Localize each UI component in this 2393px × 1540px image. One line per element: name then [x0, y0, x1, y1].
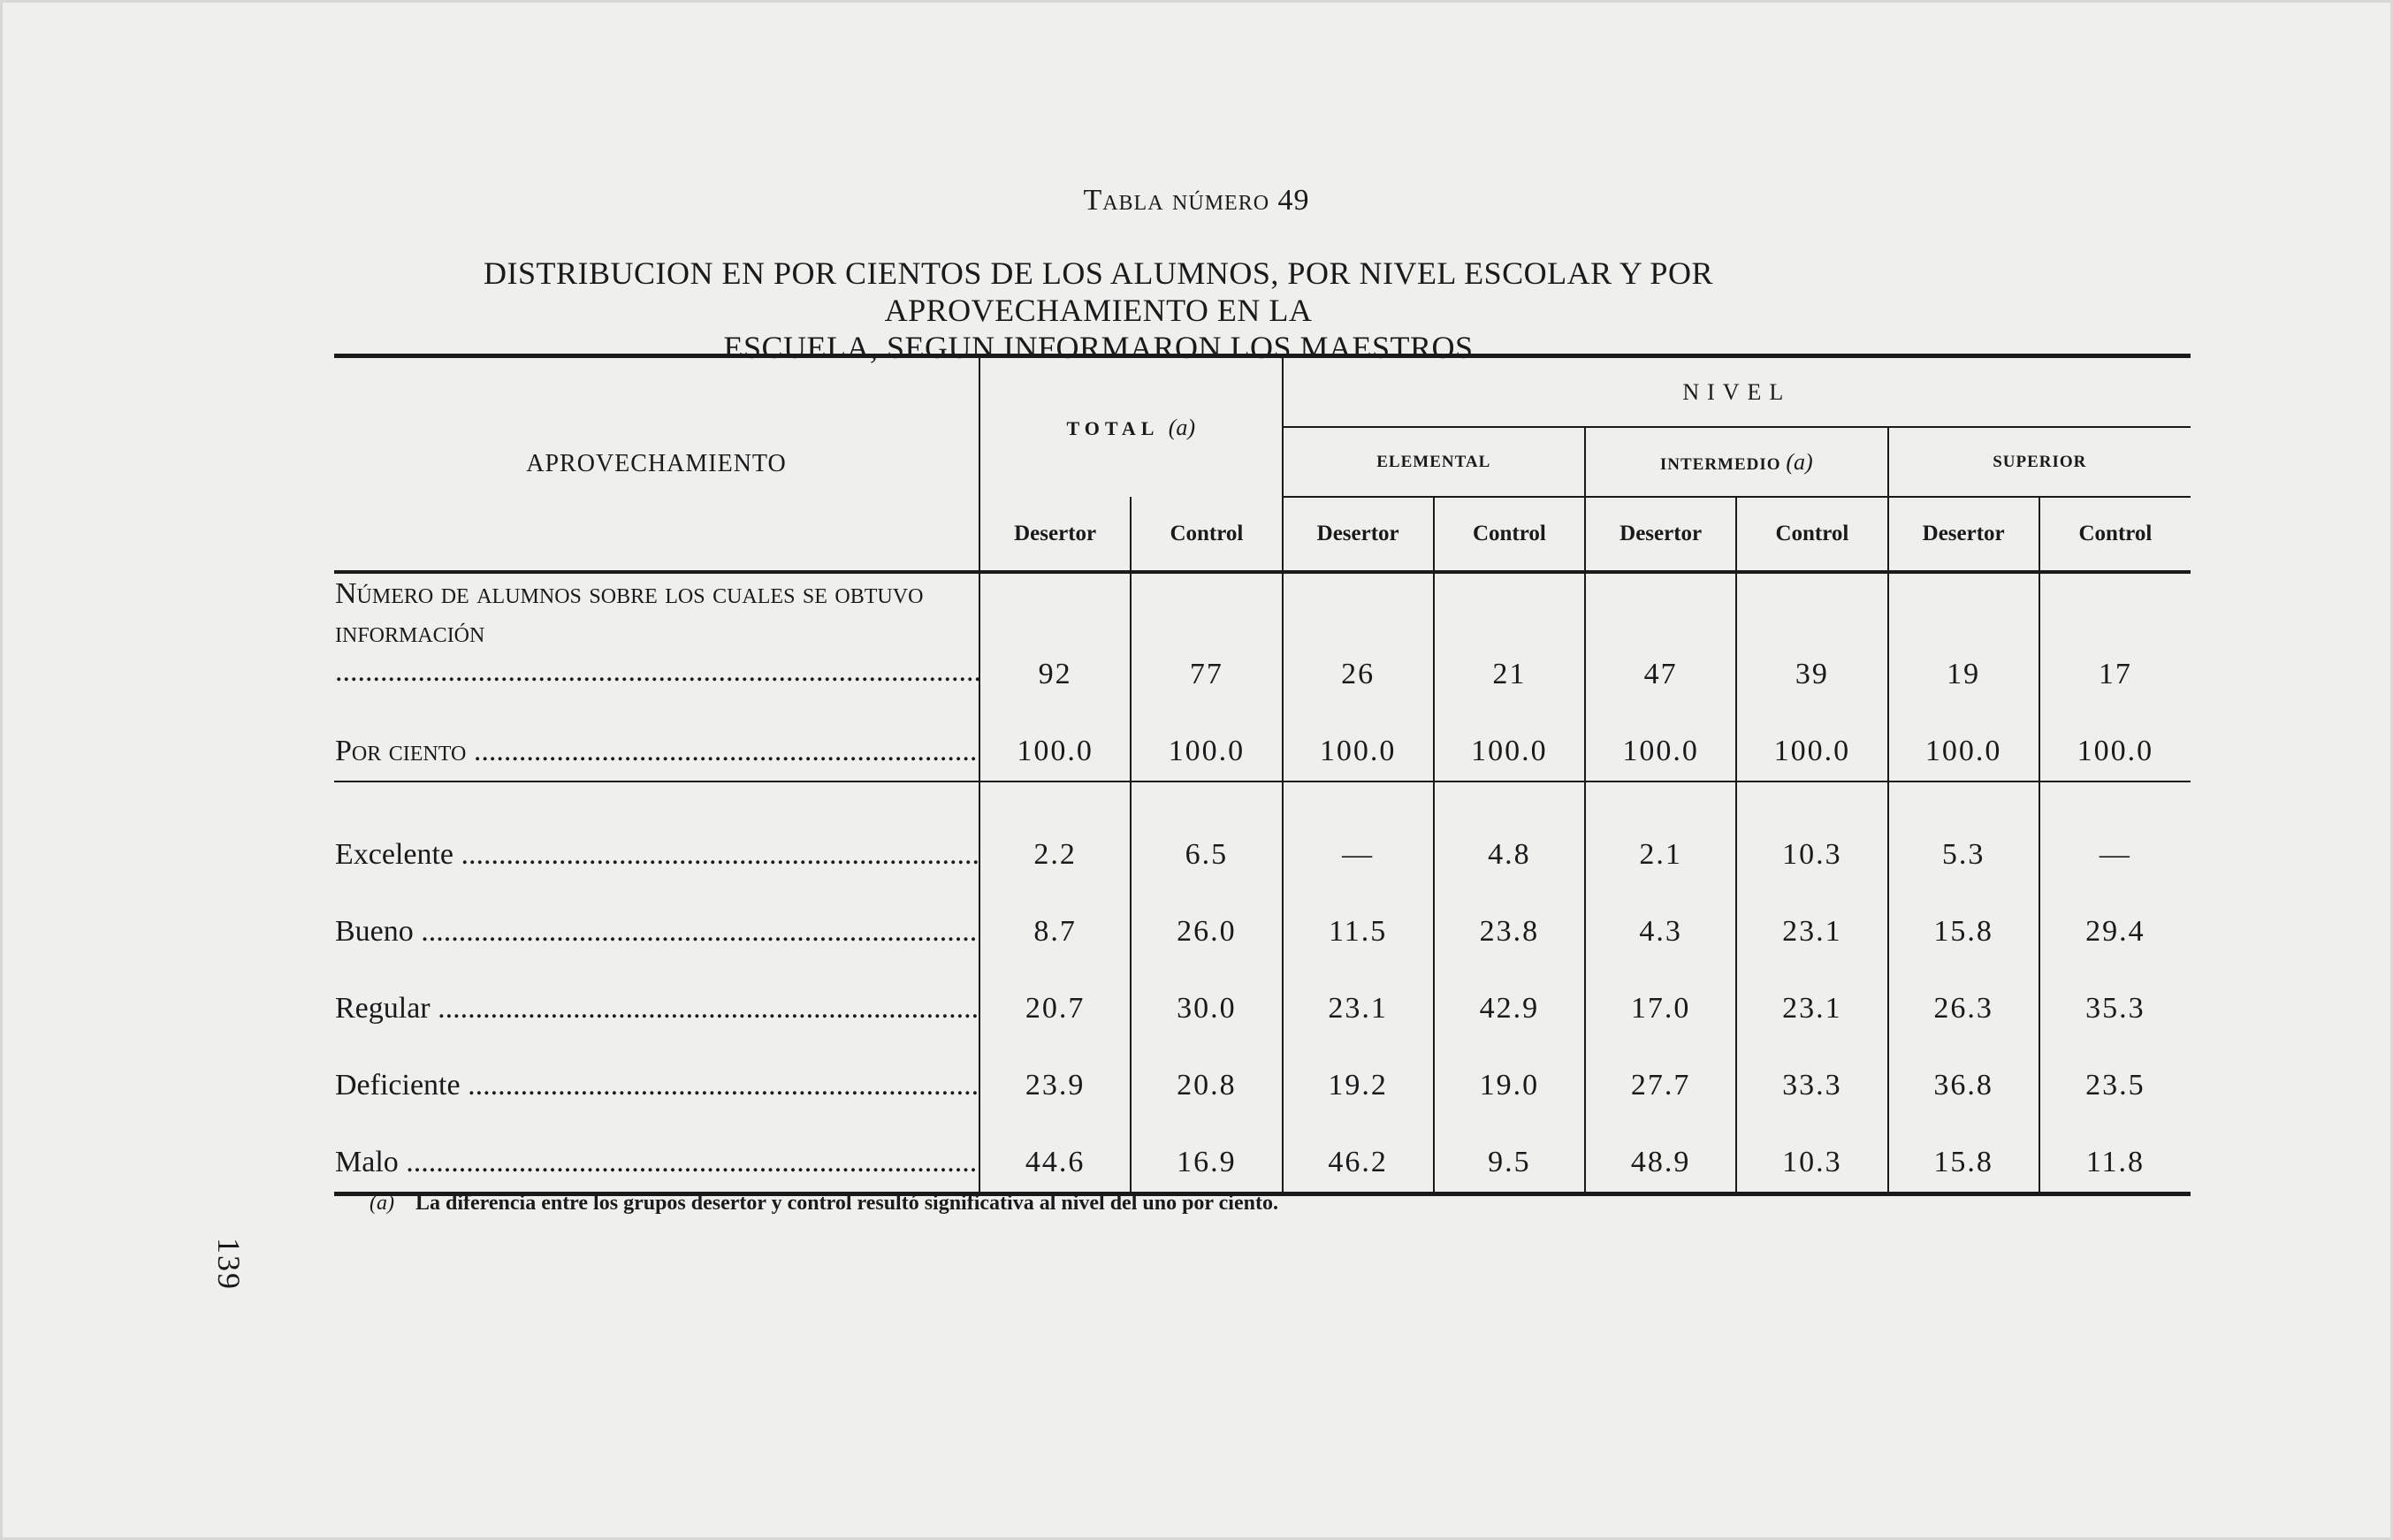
table-cell: 77	[1131, 572, 1282, 697]
table-cell: 11.8	[2039, 1108, 2191, 1194]
footnote	[370, 1192, 1278, 1216]
header-superior: SUPERIOR	[1888, 427, 2191, 497]
table-cell: 100.0	[2039, 697, 2191, 781]
page-number: 139	[211, 1238, 247, 1291]
header-superior-desertor: Desertor	[1888, 497, 2039, 572]
table-caption	[0, 184, 2393, 217]
table-title-line-1: DISTRIBUCION EN POR CIENTOS DE LOS ALUMNOS, POR NIVEL ESCOLAR Y POR APROVECHAMIENTO EN LA	[484, 255, 1713, 328]
header-total-desertor: Desertor	[979, 497, 1131, 572]
header-elemental-control: Control	[1434, 497, 1585, 572]
table-row-percent	[334, 697, 2191, 781]
table-cell: 21	[1434, 572, 1585, 697]
row-label: Malo .....	[334, 1108, 979, 1194]
table-cell: 17	[2098, 658, 2132, 690]
row-label: Número de alumnos sobre los cuales se obtuvo información .....	[334, 572, 979, 697]
header-total-label: TOTAL	[1066, 416, 1159, 439]
table-caption-number: 49	[1277, 184, 1310, 217]
table-title-line-2: ESCUELA, SEGUN INFORMARON LOS MAESTROS	[723, 330, 1474, 365]
table-cell: 5.3	[1888, 781, 2039, 877]
table-cell: 15.8	[1888, 1108, 2039, 1194]
table-cell: 16.9	[1131, 1108, 1282, 1194]
row-label: Excelente .....	[334, 781, 979, 877]
row-label: Regular .....	[334, 954, 979, 1031]
table-cell: 11.5	[1283, 877, 1434, 954]
table-cell: 19.0	[1434, 1031, 1585, 1108]
table-cell: 9.5	[1434, 1108, 1585, 1194]
header-intermedio-label: INTERMEDIO	[1659, 454, 1781, 474]
row-label: Por ciento .....	[334, 697, 979, 781]
table-row-deficiente	[334, 1031, 2191, 1108]
header-total-note: (a)	[1168, 414, 1196, 440]
table-cell: 36.8	[1888, 1031, 2039, 1108]
table-cell: 46.2	[1283, 1108, 1434, 1194]
header-intermedio-control: Control	[1736, 497, 1887, 572]
table-cell: 15.8	[1888, 877, 2039, 954]
header-intermedio-note: (a)	[1786, 448, 1813, 475]
table-cell: 17.0	[1585, 954, 1736, 1031]
table-cell: 26.0	[1131, 877, 1282, 954]
table-cell: 100.0	[1736, 697, 1887, 781]
data-table-container	[334, 354, 2191, 1196]
table-cell: 10.3	[1736, 1108, 1887, 1194]
table-cell: 10.3	[1736, 781, 1887, 877]
row-label: Deficiente .....	[334, 1031, 979, 1108]
table-cell: 19	[1888, 572, 2039, 697]
table-cell: 33.3	[1736, 1031, 1887, 1108]
table-cell: 39	[1736, 572, 1887, 697]
header-intermedio	[1585, 427, 1888, 497]
table-cell: 100.0	[1888, 697, 2039, 781]
header-nivel: NIVEL	[1283, 356, 2191, 428]
header-total-control: Control	[1131, 497, 1282, 572]
header-superior-control: Control	[2039, 497, 2191, 572]
table-row-malo	[334, 1108, 2191, 1194]
table-cell: 26.3	[1888, 954, 2039, 1031]
table-cell: 23.9	[979, 1031, 1131, 1108]
table-row-count	[334, 572, 2191, 697]
table-cell: 4.3	[1585, 877, 1736, 954]
table-cell: 6.5	[1131, 781, 1282, 877]
table-cell: 27.7	[1585, 1031, 1736, 1108]
header-elemental-desertor: Desertor	[1283, 497, 1434, 572]
table-cell: 23.5	[2085, 1069, 2145, 1102]
table-cell: 4.8	[1434, 781, 1585, 877]
table-caption-label: Tabla número	[1083, 184, 1270, 217]
header-intermedio-desertor: Desertor	[1585, 497, 1736, 572]
table-cell: 92	[979, 572, 1131, 697]
table-cell: 20.7	[979, 954, 1131, 1031]
table-cell: 100.0	[1585, 697, 1736, 781]
footnote-mark: (a)	[370, 1192, 394, 1215]
table-cell: 44.6	[979, 1108, 1131, 1194]
table-cell: 35.3	[2085, 992, 2145, 1025]
header-aprovechamiento: APROVECHAMIENTO	[334, 356, 979, 573]
table-cell: 2.1	[1585, 781, 1736, 877]
table-cell: 23.1	[1736, 877, 1887, 954]
table-cell: 23.1	[1736, 954, 1887, 1031]
table-row-bueno	[334, 877, 2191, 954]
table-cell: 42.9	[1434, 954, 1585, 1031]
table-cell: 100.0	[979, 697, 1131, 781]
header-total	[979, 356, 1283, 498]
table-cell: 23.1	[1283, 954, 1434, 1031]
table-cell: 100.0	[1131, 697, 1282, 781]
data-table	[334, 354, 2191, 1196]
table-cell: —	[2099, 838, 2131, 871]
table-cell: 100.0	[1434, 697, 1585, 781]
table-cell: 8.7	[979, 877, 1131, 954]
table-cell: 30.0	[1131, 954, 1282, 1031]
header-elemental: ELEMENTAL	[1283, 427, 1586, 497]
table-cell: 19.2	[1283, 1031, 1434, 1108]
table-cell: 26	[1283, 572, 1434, 697]
table-cell: 100.0	[1283, 697, 1434, 781]
table-row-excelente	[334, 781, 2191, 877]
table-cell: 48.9	[1585, 1108, 1736, 1194]
row-label: Bueno .....	[334, 877, 979, 954]
table-cell: 29.4	[2085, 915, 2145, 948]
table-cell: —	[1283, 781, 1434, 877]
footnote-text: La diferencia entre los grupos desertor y control resultó significativa al nivel del uno por ciento.	[415, 1192, 1278, 1215]
table-cell: 20.8	[1131, 1031, 1282, 1108]
table-title	[327, 255, 1870, 366]
table-row-regular	[334, 954, 2191, 1031]
table-cell: 47	[1585, 572, 1736, 697]
table-cell: 23.8	[1434, 877, 1585, 954]
table-cell: 2.2	[979, 781, 1131, 877]
